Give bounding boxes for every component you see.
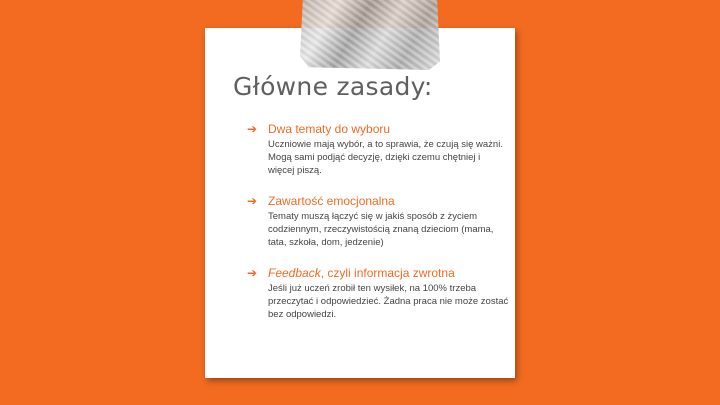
arrow-right-icon: ➔	[247, 266, 258, 280]
arrow-right-icon: ➔	[247, 194, 258, 208]
item-description: Tematy muszą łączyć się w jakiś sposób z życiem codziennym, rzeczywistością znaną dzieciom (mama, tata, szkoła, dom, jedzenie)	[268, 211, 494, 248]
list-item	[247, 121, 509, 177]
list-item	[247, 265, 509, 321]
item-title-emphasis: Feedback	[268, 266, 321, 280]
item-description: Jeśli już uczeń zrobił ten wysiłek, na 100% trzeba przeczytać i odpowiedzieć. Żadna praca nie może zostać bez odpowiedzi.	[268, 283, 509, 320]
item-title-rest: , czyli informacja zwrotna	[320, 266, 455, 280]
item-title: Dwa tematy do wyboru	[268, 122, 391, 136]
slide-title: Główne zasady:	[233, 72, 433, 101]
item-title: Zawartość emocjonalna	[268, 194, 395, 208]
arrow-right-icon: ➔	[247, 122, 258, 136]
list-item	[247, 193, 509, 249]
principles-list	[247, 121, 509, 337]
item-description: Uczniowie mają wybór, a to sprawia, że czują się ważni. Mogą sami podjąć decyzję, dzięki czemu chętniej i więcej piszą.	[268, 139, 503, 176]
item-title	[268, 265, 509, 282]
tape-image	[300, 0, 440, 70]
